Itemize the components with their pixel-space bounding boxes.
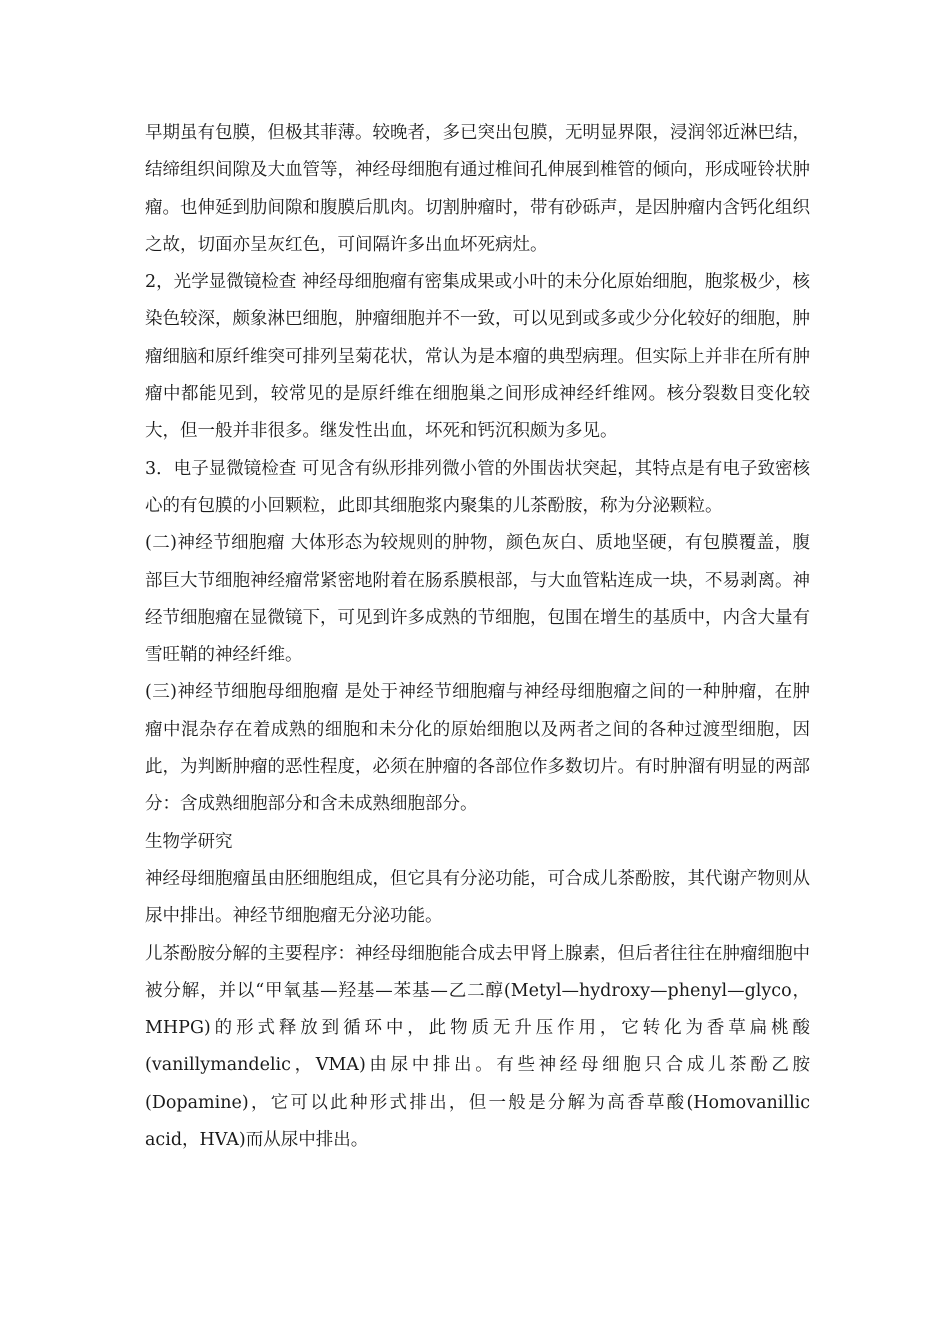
paragraph-secretory-function: 神经母细胞瘤虽由胚细胞组成，但它具有分泌功能，可合成儿茶酚胺，其代谢产物则从尿中排出。神经节细胞瘤无分泌功能。 [145,868,810,927]
paragraph-light-microscopy: 2，光学显微镜检查 神经母细胞瘤有密集成果或小叶的未分化原始细胞，胞浆极少，核染色较深，颇象淋巴细胞，肿瘤细胞并不一致，可以见到或多或少分化较好的细胞，肿瘤细脑和原纤维突可排列呈菊花状，常认为是本瘤的典型病理。但实际上并非在所有肿瘤中都能见到，较常见的是原纤维在细胞巢之间形成神经纤维网。核分裂数目变化较大，但一般并非很多。继发性出血，坏死和钙沉积颇为多见。 [145,272,810,442]
paragraph-gross-pathology: 早期虽有包膜，但极其菲薄。较晚者，多已突出包膜，无明显界限，浸润邻近淋巴结，结缔组织间隙及大血管等，神经母细胞有通过椎间孔伸展到椎管的倾向，形成哑铃状肿瘤。也伸延到肋间隙和腹膜后肌肉。切割肿瘤时，带有砂砾声，是因肿瘤内含钙化组织之故，切面亦呈灰红色，可间隔许多出血坏死病灶。 [145,123,810,255]
paragraph-catecholamine-metabolism: 儿茶酚胺分解的主要程序：神经母细胞能合成去甲肾上腺素，但后者往往在肿瘤细胞中被分解，并以“甲氧基—羟基—苯基—乙二醇(Metyl—hydroxy—phenyl—glyco，MHPG)的形式释放到循环中，此物质无升压作用，它转化为香草扁桃酸(vanillymandelic，VMA)由尿中排出。有些神经母细胞只合成儿茶酚乙胺(Dopamine)，它可以此种形式排出，但一般是分解为高香草酸(Homovanillic acid，HVA)而从尿中排出。 [145,943,810,1151]
paragraph-ganglioneuroma: (二)神经节细胞瘤 大体形态为较规则的肿物，颜色灰白、质地坚硬，有包膜覆盖，腹部巨大节细胞神经瘤常紧密地附着在肠系膜根部，与大血管粘连成一块，不易剥离。神经节细胞瘤在显微镜下，可见到许多成熟的节细胞，包围在增生的基质中，内含大量有雪旺鞘的神经纤维。 [145,533,810,666]
paragraph-ganglioneuroblastoma: (三)神经节细胞母细胞瘤 是处于神经节细胞瘤与神经母细胞瘤之间的一种肿瘤，在肿瘤中混杂存在着成熟的细胞和未分化的原始细胞以及两者之间的各种过渡型细胞，因此，为判断肿瘤的恶性程度，必须在肿瘤的各部位作多数切片。有时肿溜有明显的两部分：含成熟细胞部分和含未成熟细胞部分。 [145,682,810,815]
document-body [145,115,810,1159]
section-heading-biology: 生物学研究 [145,831,233,852]
paragraph-electron-microscopy: 3．电子显微镜检查 可见含有纵形排列微小管的外围齿状突起，其特点是有电子致密核心的有包膜的小回颗粒，此即其细胞浆内聚集的儿茶酚胺，称为分泌颗粒。 [145,458,810,516]
